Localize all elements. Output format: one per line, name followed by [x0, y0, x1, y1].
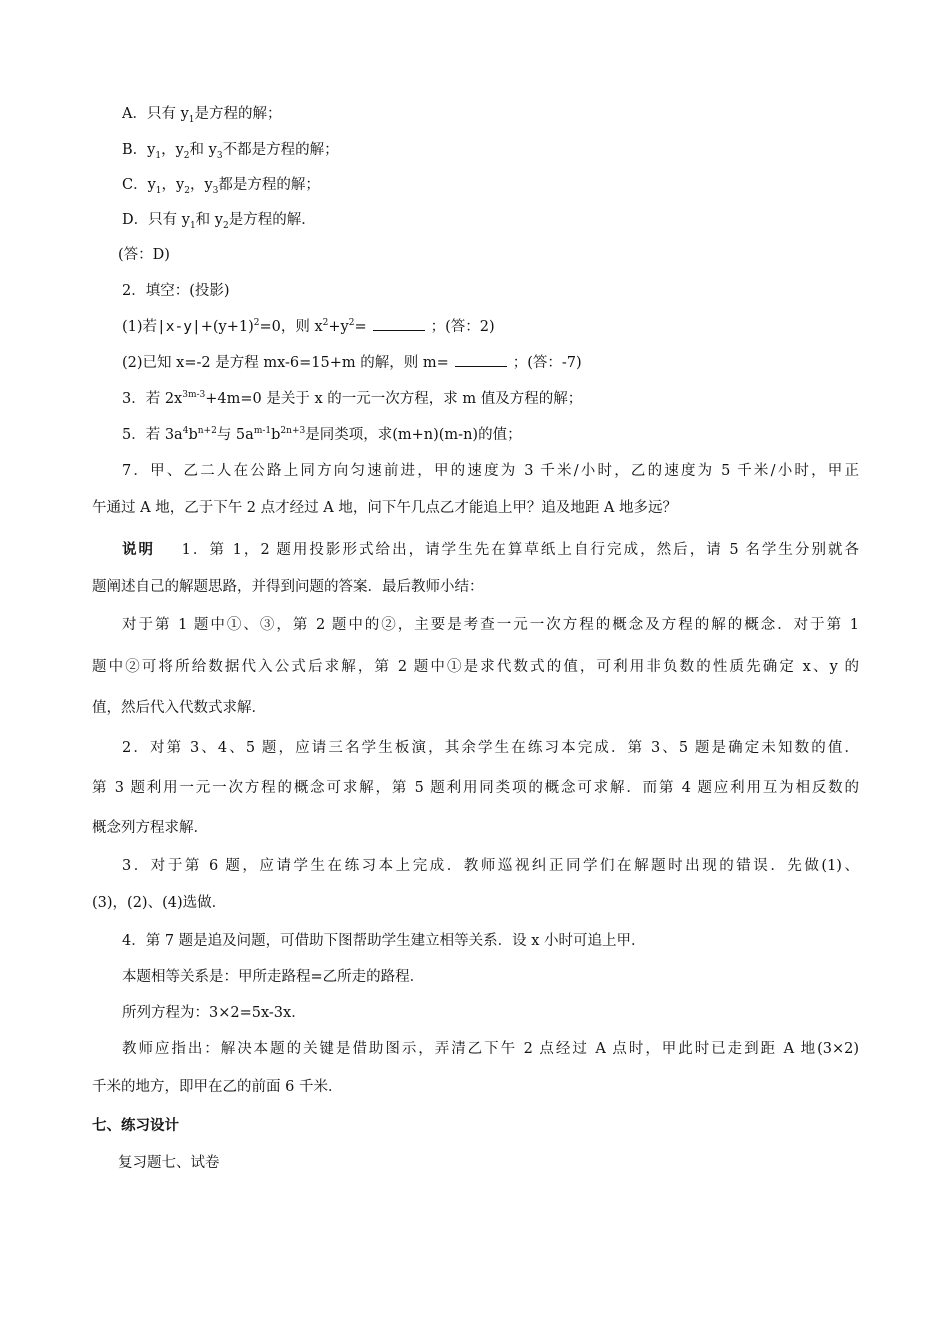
- q5-sup4: 2n+3: [280, 426, 306, 437]
- option-c-t1: C．y: [122, 177, 156, 193]
- q3-t2: +4m=0 是关于 x 的一元一次方程，求 m 值及方程的解；: [205, 391, 583, 407]
- q2-1-t1: (1)若: [122, 319, 158, 335]
- option-d: [122, 210, 316, 230]
- q5-sup3: m-1: [253, 426, 272, 437]
- note-label: 说明: [122, 542, 156, 558]
- section-7-heading: 七、练习设计: [92, 1118, 179, 1134]
- q2-1-sup2: 2: [322, 318, 329, 329]
- option-b-s2: 2: [183, 150, 190, 161]
- note-p4-line-2: (3)，(2)、(4)选做．: [92, 895, 227, 911]
- q5-t1: 5．若 3a: [122, 427, 183, 443]
- answer-blank: [455, 354, 507, 367]
- q2-1-t2: +(y+1): [200, 319, 254, 335]
- note-p2-line-2: 题中②可将所给数据代入公式后求解，第 2 题中①是求代数式的值，可利用非负数的性质先确定 x、y 的: [92, 659, 859, 675]
- q5-t3: 与 5a: [216, 427, 254, 443]
- note-p3-line-3: 概念列方程求解．: [92, 820, 208, 836]
- option-a: [122, 104, 282, 124]
- q5-t4: b: [271, 427, 281, 443]
- answer-1: (答：D): [118, 247, 170, 263]
- option-a-sub: 1: [188, 114, 195, 125]
- question-7-line-2: 午通过 A 地，乙于下午 2 点才经过 A 地，问下午几点乙才能追上甲？追及地距 A 地多远？: [92, 500, 678, 516]
- option-d-s2: 2: [222, 220, 229, 231]
- option-b: [122, 140, 339, 160]
- q2-2-t1: (2)已知 x=-2 是方程 mx-6=15+m 的解，则 m=: [122, 355, 449, 371]
- note-p3-line-1: 2．对第 3、4、5 题，应请三名学生板演，其余学生在练习本完成．第 3、5 题是确定未知数的值．: [122, 740, 859, 756]
- note-p7: 所列方程为：3×2=5x-3x．: [122, 1005, 306, 1021]
- option-c: [122, 175, 320, 195]
- note-p6: 本题相等关系是：甲所走路程=乙所走的路程．: [122, 969, 425, 985]
- option-a-text: A．只有 y: [122, 106, 189, 122]
- q2-1-abs: |x-y|: [157, 319, 201, 335]
- q5-sup1: 4: [182, 426, 189, 437]
- question-7-line-1: 7．甲、乙二人在公路上同方向匀速前进，甲的速度为 3 千米/小时，乙的速度为 5 千米/小时，甲正: [122, 463, 859, 479]
- q3-sup: 3m-3: [182, 390, 206, 401]
- option-b-s3: 3: [216, 150, 223, 161]
- note-p8-line-2: 千米的地方，即甲在乙的前面 6 千米．: [92, 1079, 343, 1095]
- q2-1-sup1: 2: [253, 318, 260, 329]
- q5-t5: 是同类项，求(m+n)(m-n)的值；: [305, 427, 522, 443]
- q5-t2: b: [188, 427, 198, 443]
- q3-t1: 3．若 2x: [122, 391, 183, 407]
- note-p5: 4．第 7 题是追及问题，可借助下图帮助学生建立相等关系．设 x 小时可追上甲．: [122, 933, 646, 949]
- section-7-content: 复习题七、试卷: [118, 1155, 220, 1171]
- note-p2-line-3: 值，然后代入代数式求解．: [92, 700, 266, 716]
- option-c-s3: 3: [212, 185, 219, 196]
- option-d-t2: 和 y: [195, 212, 223, 228]
- note-p3-line-2: 第 3 题利用一元一次方程的概念可求解，第 5 题利用同类项的概念可求解．而第 4 题应利用互为相反数的: [92, 780, 859, 796]
- option-b-t3: 和 y: [189, 142, 217, 158]
- q2-1-t4: +y: [328, 319, 349, 335]
- note-p4-line-1: 3．对于第 6 题，应请学生在练习本上完成．教师巡视纠正同学们在解题时出现的错误．先做(1)、: [122, 858, 859, 874]
- question-2-item-1: [122, 317, 495, 337]
- note-p1-l1: 1．第 1，2 题用投影形式给出，请学生先在算草纸上自行完成，然后，请 5 名学生分别就各: [181, 542, 860, 558]
- question-5: [122, 425, 522, 445]
- note-p8-line-1: 教师应指出：解决本题的关键是借助图示，弄清乙下午 2 点经过 A 点时，甲此时已走到距 A 地(3×2): [122, 1041, 859, 1057]
- option-b-t2: ，y: [161, 142, 184, 158]
- option-b-s1: 1: [155, 150, 162, 161]
- q5-sup2: n+2: [197, 426, 217, 437]
- q2-1-sup3: 2: [348, 318, 355, 329]
- option-b-t4: 不都是方程的解；: [222, 142, 339, 158]
- option-c-s1: 1: [155, 185, 162, 196]
- note-line-1: [122, 540, 859, 560]
- note-p2-line-1: 对于第 1 题中①、③，第 2 题中的②，主要是考查一元一次方程的概念及方程的解的概念．对于第 1: [122, 617, 859, 633]
- q2-2-t2: ；(答：-7): [512, 355, 582, 371]
- option-a-tail: 是方程的解；: [194, 106, 282, 122]
- question-3: [122, 389, 582, 409]
- option-c-t2: ，y: [161, 177, 185, 193]
- q2-1-t6: ；(答：2): [430, 319, 495, 335]
- option-b-t1: B．y: [122, 142, 156, 158]
- question-2-item-2: [122, 353, 582, 373]
- option-d-s1: 1: [189, 220, 196, 231]
- option-d-t1: D．只有 y: [122, 212, 190, 228]
- option-c-t3: ，y: [189, 177, 213, 193]
- question-2-title: 2．填空：(投影): [122, 283, 230, 299]
- q2-1-t5: =: [354, 319, 367, 335]
- note-line-2: 题阐述自己的解题思路，并得到问题的答案．最后教师小结：: [92, 579, 484, 595]
- option-c-s2: 2: [184, 185, 190, 196]
- answer-blank: [373, 318, 425, 331]
- option-c-t4: 都是方程的解；: [218, 177, 320, 193]
- option-d-t3: 是方程的解．: [228, 212, 316, 228]
- q2-1-t3: =0，则 x: [259, 319, 323, 335]
